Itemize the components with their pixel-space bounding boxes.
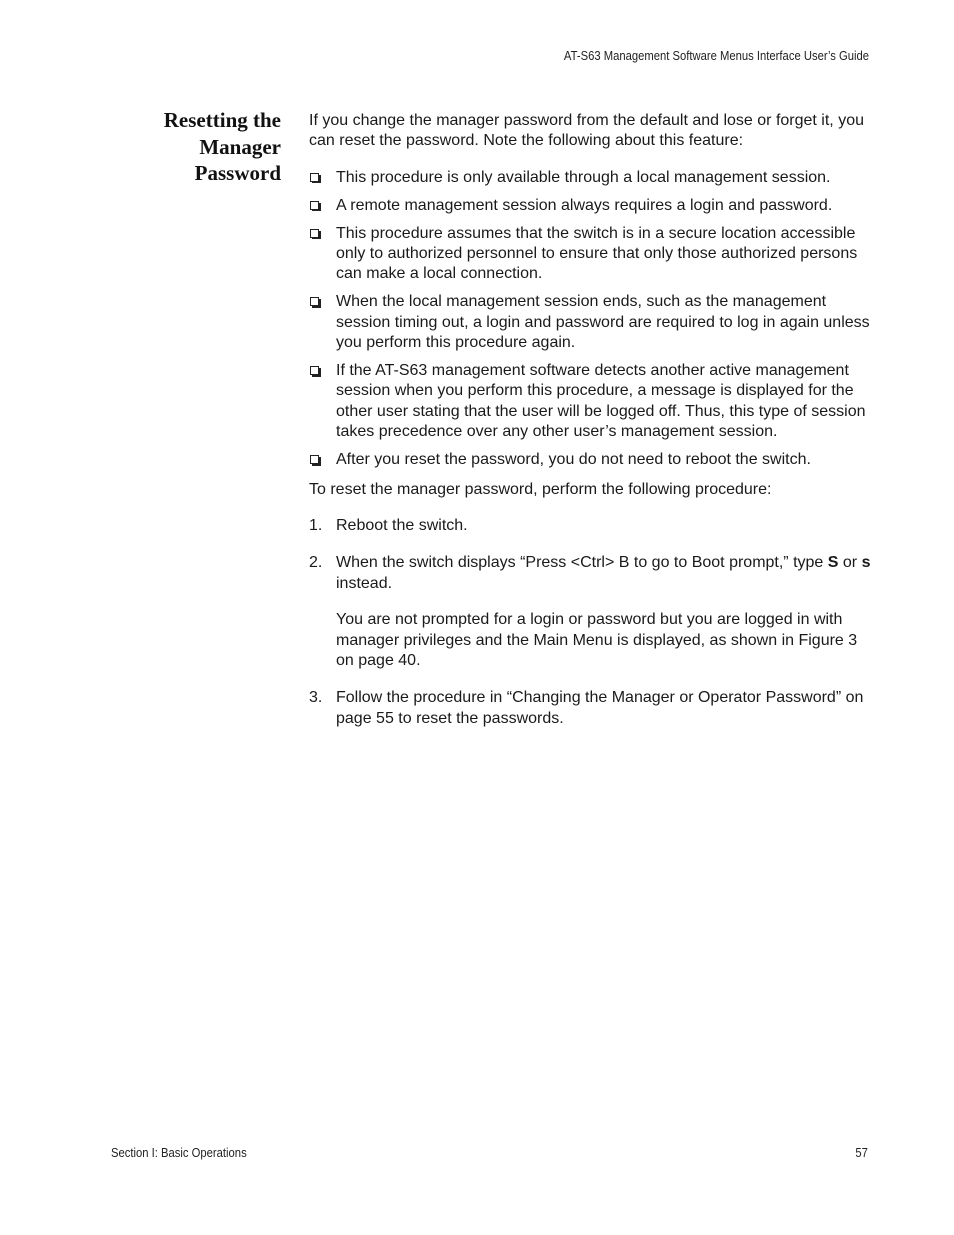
key-s-lower: s	[861, 554, 871, 572]
section-body	[309, 111, 874, 746]
procedure-step	[309, 553, 874, 671]
step-text-part: or	[838, 554, 862, 572]
section-heading-line: Manager	[199, 134, 281, 159]
step-note: You are not prompted for a login or password but you are logged in with manager privileges and the Main Menu is displayed, as shown in Figure 3 on page 40.	[336, 611, 858, 670]
checkbox-square-icon	[310, 229, 319, 238]
step-text: Follow the procedure in “Changing the Manager or Operator Password” on page 55 to reset the passwords.	[336, 689, 864, 727]
step-text	[336, 553, 874, 594]
step-number: 3.	[309, 689, 323, 707]
procedure-lead: To reset the manager password, perform the following procedure:	[309, 480, 772, 498]
section-heading-line: Resetting the	[163, 108, 281, 132]
step-text: Reboot the switch.	[336, 517, 468, 534]
list-item	[309, 224, 874, 285]
section-heading-line: Password	[194, 161, 281, 185]
list-item-text: This procedure is only available through a local management session.	[336, 168, 831, 186]
procedure-steps	[309, 516, 874, 729]
list-item-text: If the AT-S63 management software detects another active management session when you perform this procedure, a message is displayed for the other user stating that the user will be logged off. Thus, this type of session takes precedence over any other user’s management session.	[336, 362, 866, 441]
procedure-step	[309, 516, 874, 536]
step-number: 2.	[309, 554, 323, 572]
list-item-text: A remote management session always requires a login and password.	[336, 196, 833, 214]
section-heading	[100, 107, 281, 187]
intro-paragraph: If you change the manager password from the default and lose or forget it, you can reset the password. Note the following about this feature:	[309, 112, 864, 150]
list-item	[309, 450, 874, 470]
checkbox-square-icon	[310, 173, 319, 182]
list-item	[309, 361, 874, 443]
step-number: 1.	[309, 517, 323, 534]
list-item-text: After you reset the password, you do not need to reboot the switch.	[336, 451, 811, 469]
checkbox-square-icon	[310, 455, 319, 464]
step-text-part: When the switch displays “Press <Ctrl> B to go to Boot prompt,” type	[336, 554, 828, 572]
list-item	[309, 292, 874, 353]
checkbox-square-icon	[310, 201, 319, 210]
key-s-upper: S	[827, 554, 839, 572]
list-item	[309, 196, 874, 216]
feature-notes-list	[309, 168, 874, 471]
footer-section-label: Section I: Basic Operations	[111, 1146, 247, 1160]
list-item-text: This procedure assumes that the switch is in a secure location accessible only to authorized personnel to ensure that only those authorized persons can make a local connection.	[336, 224, 858, 283]
procedure-step	[309, 688, 874, 729]
checkbox-square-icon	[310, 366, 319, 375]
step-text-part: instead.	[336, 574, 393, 592]
footer-page-number: 57	[855, 1146, 868, 1160]
list-item	[309, 168, 874, 188]
checkbox-square-icon	[310, 297, 319, 306]
running-header: AT-S63 Management Software Menus Interface User’s Guide	[563, 49, 869, 63]
list-item-text: When the local management session ends, such as the management session timing out, a login and password are required to log in again unless you perform this procedure again.	[336, 293, 870, 352]
